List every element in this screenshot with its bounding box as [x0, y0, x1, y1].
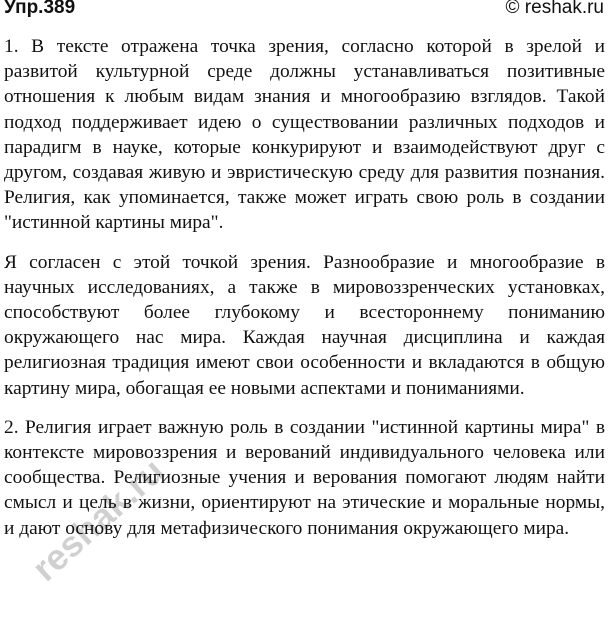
exercise-title: Упр.389 — [4, 0, 76, 18]
answer-text — [4, 34, 605, 555]
paragraph-1: 1. В тексте отражена точка зрения, согласно которой в зрелой и развитой культурной среде должны устанавливаться позитивные отношения к любым видам знания и многообразию взглядов. Такой подход поддерживает идею о существовании различных подходов и парадигм в науке, которые конкурируют и взаимодействуют друг с другом, создавая живую и эвристическую среду для развития познания. Религия, как упоминается, также может играть свою роль в создании "истинной картины мира". — [4, 36, 605, 234]
source-copyright: © reshak.ru — [505, 0, 604, 18]
svg-text:reshak.ru: reshak.ru — [24, 449, 172, 589]
paragraph-2: Я согласен с этой точкой зрения. Разнообразие и многообразие в научных исследованиях, а также в мировоззренческих установках, способствуют более глубокому и всестороннему пониманию окружающего нас мира. Каждая научная дисциплина и каждая религиозная традиция имеют свои особенности и вкладаются в общую картину мира, обогащая ее новыми аспектами и пониманиями. — [4, 251, 605, 399]
paragraph-3: 2. Религия играет важную роль в создании "истинной картины мира" в контексте мировоззрения и верований индивидуального человека или сообщества. Религиозные учения и верования помогают людям найти смысл и цель в жизни, ориентируют на этические и моральные нормы, и дают основу для метафизического понимания окружающего мира. — [4, 416, 605, 539]
page-header — [4, 0, 604, 24]
